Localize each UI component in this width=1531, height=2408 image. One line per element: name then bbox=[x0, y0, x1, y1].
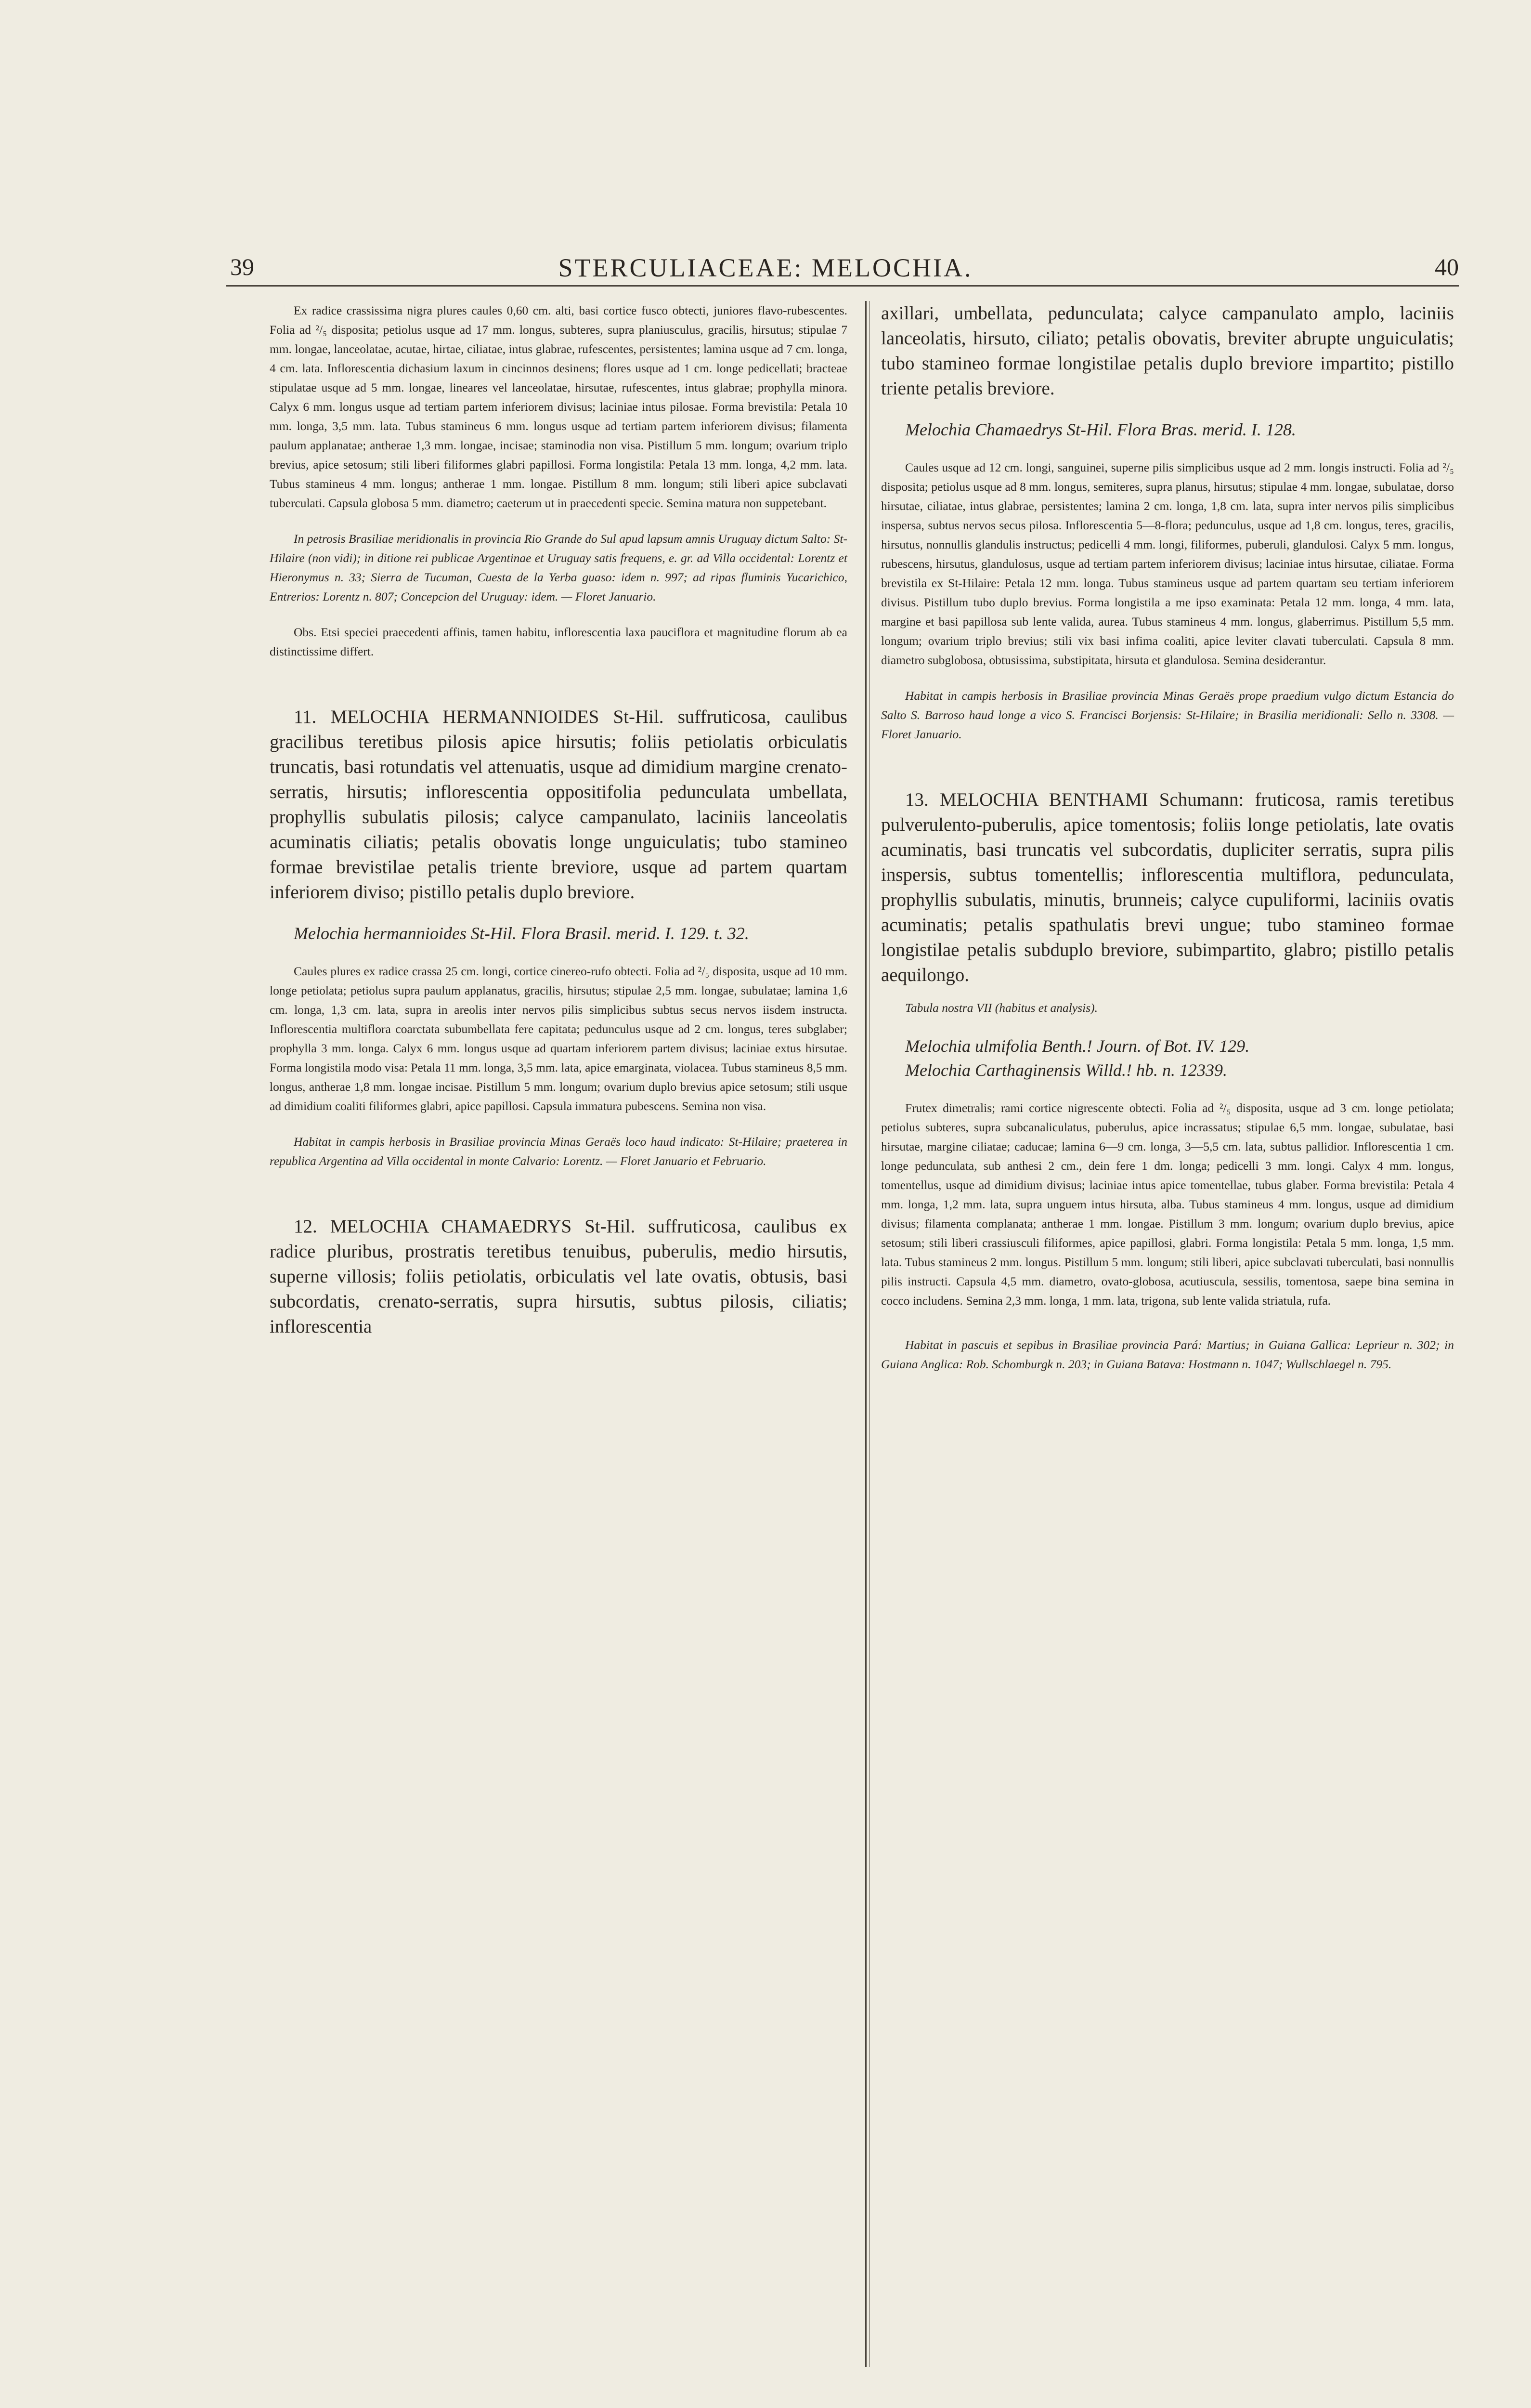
page-number-right: 40 bbox=[1435, 253, 1459, 280]
species-10-habitat: In petrosis Brasiliae meridionalis in provincia Rio Grande do Sul apud lapsum amnis Uruguay dictum Salto: St-Hilaire (non vidi); in ditione rei publicae Argentinae et Uruguay satis frequens, e. gr. ad Villa occidental: Lorentz et Hieronymus n. 33; Sierra de Tucuman, Cuesta de la Yerba guaso: idem n. 997; ad ripas fluminis Yucarichico, Entrerios: Lorentz n. 807; Concepcion del Uruguay: idem. — Floret Januario. bbox=[270, 532, 847, 603]
species-12-habitat: Habitat in campis herbosis in Brasiliae provincia Minas Geraës prope praedium vulgo dictum Estancia do Salto S. Barroso haud longe a vico S. Francisci Borjensis: St-Hilaire; in Brasilia meridionali: Sello n. 3308. — Floret Januario. bbox=[881, 689, 1454, 741]
right-column bbox=[881, 301, 1454, 1374]
species-12-reference: Melochia Chamaedrys St-Hil. Flora Bras. merid. I. 128. bbox=[905, 420, 1296, 439]
species-11-description: Caules plures ex radice crassa 25 cm. longi, cortice cinereo-rufo obtecti. Folia ad ²/₅ disposita, usque ad 10 mm. longe petiolata; petiolus supra paulum applanatus, gracilis, hirsutus; stipulae 2,5 mm. longae, subulatae; lamina 1,6 cm. longa, 1,3 cm. lata, supra in areolis inter nervos pilis simplicibus subtus secus nervos iisdem instructa. Inflorescentia multiflora coarctata subumbellata fere capitata; pedunculus usque ad 2 cm. longus, teres subglaber; prophylla 3 mm. longa. Calyx 6 mm. longus usque ad quartam inferiorem partem divisus; laciniae extus hirsutae. Forma longistila modo visa: Petala 11 mm. longa, 3,5 mm. lata, apice emarginata, violacea. Tubus stamineus 8,5 mm. longus, antherae 1,8 mm. longae incisae. Pistillum 5 mm. longum; ovarium duplo brevius apice setosum; stili usque ad dimidium coaliti filiformes glabri, apice papillosi. Capsula immatura pubescens. Semina non visa. bbox=[270, 964, 847, 1113]
species-13-diagnosis: 13. MELOCHIA BENTHAMI Schumann: fruticosa, ramis teretibus pulverulento-puberulis, apice tomentosis; foliis longe petiolatis, late ovatis acuminatis, basi truncatis vel subcordatis, dupliciter serratis, supra pilis inspersis, subtus tomentellis; inflorescentia multiflora, pedunculata, prophyllis subulatis, minutis, brunneis; calyce cupuliformi, laciniis ovatis acuminatis; petalis spathulatis brevi ungue; tubo stamineo formae longistilae petalis subduplo breviore, subimpartito, glabro; pistillo petalis aequilongo. bbox=[881, 789, 1454, 985]
species-12-diagnosis-continued: axillari, umbellata, pedunculata; calyce campanulato amplo, laciniis lanceolatis, hirsuto, ciliato; petalis obovatis, breviter abrupte unguiculatis; tubo stamineo formae longistilae petalis duplo breviore impartito; pistillo triente petalis breviore. bbox=[881, 303, 1454, 399]
species-11-reference: Melochia hermannioides St-Hil. Flora Brasil. merid. I. 129. t. 32. bbox=[294, 924, 749, 943]
plate-reference: Tabula nostra VII (habitus et analysis). bbox=[905, 1001, 1098, 1015]
species-13-habitat: Habitat in pascuis et sepibus in Brasiliae provincia Pará: Martius; in Guiana Gallica: Leprieur n. 302; in Guiana Anglica: Rob. Schomburgk n. 203; in Guiana Batava: Hostmann n. 1047; Wullschlaegel n. 795. bbox=[881, 1338, 1454, 1371]
species-13-description: Frutex dimetralis; rami cortice nigrescente obtecti. Folia ad ²/₅ disposita, usque ad 3 cm. longe petiolata; petiolus subteres, supra subcanaliculatus, puberulus, apice incrassatus; stipulae 6,5 mm. longae, subulatae, basi hirsutae, margine ciliatae; caducae; lamina 6—9 cm. longa, 3—5,5 cm. lata, subtus pallidior. Inflorescentia 1 cm. longe pedunculata, sub anthesi 2 cm., dein fere 1 dm. longa; pedicelli 3 mm. longi. Calyx 4 mm. longus, tomentellus, usque ad dimidium divisus; laciniae intus apice tomentellae, tubus glaber. Forma brevistila: Petala 4 mm. longa, 1,2 mm. lata, supra unguem intus hirsuta, alba. Tubus stamineus 4 mm. longus, usque ad dimidium divisus; filamenta complanata; antherae 1 mm. longae. Pistillum 3 mm. longum; ovarium duplo brevius, apice setosum; stili liberi crassiusculi filiformes, apice papillosi, glabri. Forma longistila: Petala 5 mm. longa, 1,5 mm. lata. Tubus stamineus 2 mm. longus. Pistillum 5 mm. longum; stili liberi, apice subclavati tuberculati, basi nonnullis pilis instructi. Capsula 4,5 mm. diametro, ovato-globosa, acutiuscula, sessilis, tomentosa, saepe bina semina in cocco includens. Semina 2,3 mm. longa, 1 mm. lata, trigona, sub lente valida striatula, rufa. bbox=[881, 1101, 1454, 1308]
species-13-reference-2: Melochia Carthaginensis Willd.! hb. n. 12339. bbox=[905, 1060, 1227, 1080]
species-12-diagnosis: 12. MELOCHIA CHAMAEDRYS St-Hil. suffruticosa, caulibus ex radice pluribus, prostratis teretibus tenuibus, puberulis, medio hirsutis, superne villosis; foliis petiolatis, orbiculatis vel late ovatis, obtusis, basi subcordatis, crenato-serratis, supra hirsutis, subtus pilosis, ciliatis; inflorescentia bbox=[270, 1216, 847, 1337]
species-13-reference-1: Melochia ulmifolia Benth.! Journ. of Bot. IV. 129. bbox=[905, 1036, 1250, 1056]
species-10-observation: Obs. Etsi speciei praecedenti affinis, tamen habitu, inflorescentia laxa pauciflora et magnitudine florum ab ea distinctissime differt. bbox=[270, 625, 847, 658]
species-11-diagnosis: 11. MELOCHIA HERMANNIOIDES St-Hil. suffruticosa, caulibus gracilibus teretibus pilosis apice hirsutis; foliis petiolatis orbiculatis truncatis, basi rotundatis vel attenuatis, usque ad dimidium margine crenato-serratis, hirsutis; inflorescentia oppositifolia pedunculata umbellata, prophyllis subulatis pilosis; calyce campanulato, laciniis lanceolatis acuminatis ciliatis; petalis obovatis longe unguiculatis; tubo stamineo formae brevistilae petalis triente breviore, usque ad partem quartam inferiorem diviso; pistillo petalis duplo breviore. bbox=[270, 707, 847, 903]
column-divider bbox=[865, 301, 867, 2367]
page-number-left: 39 bbox=[230, 253, 254, 280]
species-12-description: Caules usque ad 12 cm. longi, sanguinei, superne pilis simplicibus usque ad 2 mm. longis instructi. Folia ad ²/₅ disposita; petiolus usque ad 8 mm. longus, semiteres, supra planus, hirsutus; stipulae 4 mm. longae, subulatae, dorso hirsutae, ciliatae, intus glabrae, persistentes; lamina 2 cm. longa, 1,8 cm. lata, supra inter nervos pilis simplicibus inspersa, subtus nervos secus pilosa. Inflorescentia 5—8-flora; pedunculus, usque ad 1,8 cm. longus, teres, gracilis, hirsutus, nonnullis glandulis instructus; pedicelli 4 mm. longi, filiformes, puberuli, glandulosi. Calyx 5 mm. longus, rubescens, hirsutus, glandulosus, usque ad tertiam partem inferiorem divisus; laciniae intus hirsutae, ciliatae. Forma brevistila ex St-Hilaire: Petala 12 mm. longa. Tubus stamineus usque ad partem quartam seu tertiam inferiorem divisus. Pistillum tubo duplo brevius. Forma longistila a me ipso examinata: Petala 12 mm. longa, 4 mm. lata, margine et basi papillosa sub lente valida, aurea. Tubus stamineus 4 mm. longus, glaberrimus. Pistillum 5,5 mm. longum; ovarium triplo brevius; stili vix basi infima coaliti, apice leviter clavati tuberculati. Capsula 8 mm. diametro subglobosa, obtusissima, substipitata, hirsuta et glandulosa. Semina desiderantur. bbox=[881, 460, 1454, 667]
species-11-habitat: Habitat in campis herbosis in Brasiliae provincia Minas Geraës loco haud indicato: St-Hilaire; praeterea in republica Argentina ad Villa occidental in monte Calvario: Lorentz. — Floret Januario et Februario. bbox=[270, 1135, 847, 1168]
header-rule bbox=[226, 285, 1459, 287]
running-title: STERCULIACEAE: MELOCHIA. bbox=[558, 253, 973, 282]
left-column bbox=[270, 301, 847, 1339]
species-10-description: Ex radice crassissima nigra plures caules 0,60 cm. alti, basi cortice fusco obtecti, juniores flavo-rubescentes. Folia ad ²/₅ disposita; petiolus usque ad 17 mm. longus, subteres, supra planiusculus, gracilis, hirsutus; stipulae 7 mm. longae, lanceolatae, acutae, hirtae, ciliatae, intus glabrae, rufescentes, persistentes; lamina usque ad 7 cm. longa, 4 cm. lata. Inflorescentia dichasium laxum in cincinnos desinens; flores usque ad 1 cm. longe pedicellati; bracteae stipulatae usque ad 5 mm. longae, lineares vel lanceolatae, hirsutae, rufescentes, intus glabrae; prophylla minora. Calyx 6 mm. longus usque ad tertiam partem inferiorem divisus; laciniae intus pilosae. Forma brevistila: Petala 10 mm. longa, 3,5 mm. lata. Tubus stamineus 6 mm. longus usque ad tertiam partem inferiorem divisus; filamenta paulum applanatae; antherae 1,3 mm. longae, incisae; staminodia non visa. Pistillum 5 mm. longum; ovarium triplo brevius, apice setosum; stili liberi filiformes glabri papillosi. Forma longistila: Petala 13 mm. longa, 4,2 mm. lata. Tubus stamineus 4 mm. longus; antherae 1 mm. longae. Pistillum 8 mm. longum; stili liberi apice subclavati tuberculati. Capsula globosa 5 mm. diametro; caeterum ut in praecedenti specie. Semina matura non suppetebant. bbox=[270, 303, 847, 510]
